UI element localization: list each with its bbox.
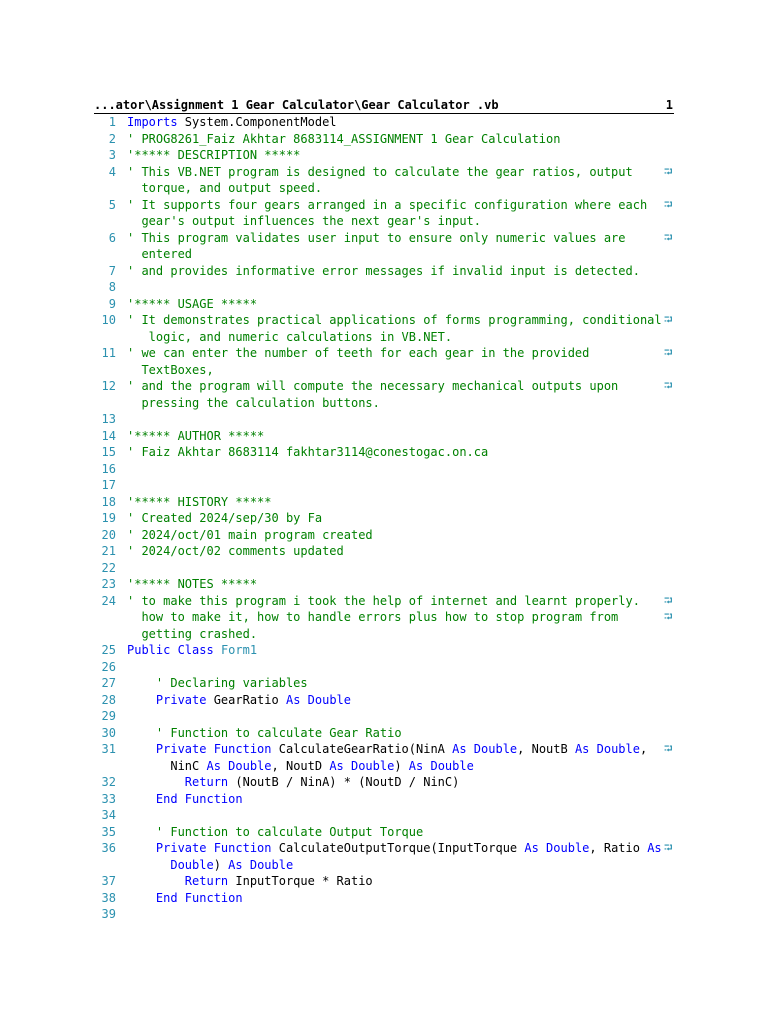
code-token: Return (184, 775, 229, 789)
code-token: Form1 (220, 643, 258, 657)
line-number: 5 (108, 197, 116, 212)
code-line (127, 576, 657, 593)
line-number: 14 (101, 428, 116, 443)
code-token: As Double (285, 692, 351, 707)
code-token: As (647, 841, 662, 855)
code-token: NinC (127, 758, 207, 773)
line-number: 28 (101, 692, 116, 707)
code-token: ' It demonstrates practical applications of forms programming, conditional (127, 313, 662, 327)
code-token: ) (394, 758, 409, 773)
code-line (127, 395, 657, 412)
code-line (127, 345, 657, 362)
code-token: System.ComponentModel (177, 115, 337, 129)
code-line (127, 873, 657, 890)
line-number: 2 (108, 131, 116, 146)
code-line (127, 840, 662, 857)
line-number: 31 (101, 742, 116, 756)
code-token: , (639, 742, 648, 756)
code-token: gear's output influences the next gear's input. (127, 214, 482, 228)
code-token: ' we can enter the number of teeth for each gear in the provided (127, 346, 590, 360)
line-number: 38 (101, 890, 116, 905)
code-token (127, 775, 185, 789)
code-token (127, 726, 156, 740)
page-number: 1 (665, 98, 673, 112)
line-number: 36 (101, 841, 116, 855)
code-token (127, 792, 156, 806)
line-number: 39 (101, 907, 116, 921)
code-token: (NoutB / NinA) * (NoutD / NinC) (228, 775, 460, 789)
code-token: CalculateGearRatio(NinA (271, 742, 453, 756)
line-wrap-icon: ⮒ (664, 346, 673, 359)
line-number: 35 (101, 824, 116, 839)
code-token: '***** DESCRIPTION ***** (127, 148, 301, 162)
code-line (127, 329, 657, 346)
code-line (127, 378, 657, 395)
code-token: As Double (452, 742, 518, 756)
code-token: Private Function (155, 742, 272, 756)
code-token: ' to make this program i took the help of internet and learnt properly. (127, 593, 640, 608)
code-token: As Double (408, 758, 474, 773)
code-line (127, 263, 657, 280)
code-line (127, 164, 657, 181)
code-line (127, 725, 657, 742)
code-line (127, 692, 657, 709)
code-token: As Double (574, 742, 640, 756)
code-token: , Ratio (589, 841, 648, 855)
code-token: logic, and numeric calculations in VB.NET. (127, 329, 453, 344)
code-line (127, 543, 657, 560)
code-token: entered (127, 247, 193, 261)
code-token: '***** NOTES ***** (127, 577, 258, 591)
line-number: 17 (101, 478, 116, 492)
code-token: '***** HISTORY ***** (127, 494, 272, 509)
line-number: 3 (108, 148, 116, 162)
line-number: 10 (101, 313, 116, 327)
code-line (127, 197, 657, 214)
line-number: 37 (101, 874, 116, 888)
line-number: 25 (101, 643, 116, 657)
code-token (214, 643, 221, 657)
code-token: Double (170, 857, 214, 872)
line-number: 12 (101, 379, 116, 393)
code-token: '***** USAGE ***** (127, 296, 258, 311)
line-number: 15 (101, 445, 116, 459)
code-token: how to make it, how to handle errors plus how to stop program from (127, 610, 619, 624)
line-wrap-icon: ⮒ (664, 164, 673, 178)
line-number: 32 (101, 775, 116, 789)
file-path: ...ator\Assignment 1 Gear Calculator\Gear Calculator .vb (94, 98, 499, 112)
code-token: End Function (155, 791, 243, 806)
code-token: ' Created 2024/sep/30 by Fa (127, 511, 323, 525)
code-line (127, 362, 657, 379)
code-token (127, 676, 156, 690)
code-line (127, 890, 657, 907)
code-token: As Double (524, 841, 590, 855)
code-token: ' This VB.NET program is designed to calculate the gear ratios, output (127, 164, 633, 179)
code-line (127, 147, 657, 164)
code-token: ' 2024/oct/02 comments updated (127, 544, 344, 558)
code-line (127, 791, 657, 808)
line-wrap-icon: ⮒ (664, 379, 673, 392)
line-number: 6 (108, 230, 116, 245)
code-token (127, 858, 170, 872)
line-number: 33 (101, 791, 116, 806)
code-token: Public Class (127, 643, 214, 657)
code-token: ' This program validates user input to ensure only numeric values are (127, 230, 626, 245)
code-line (127, 609, 657, 626)
code-token: Private (155, 692, 207, 707)
code-token: getting crashed. (127, 626, 258, 641)
line-wrap-icon: ⮒ (664, 742, 673, 755)
line-number: 26 (101, 659, 116, 674)
code-line (127, 758, 657, 775)
line-number: 7 (108, 263, 116, 278)
line-number: 20 (101, 527, 116, 542)
line-number: 23 (101, 577, 116, 591)
code-token (127, 693, 156, 707)
code-line (127, 741, 657, 758)
code-line (127, 675, 657, 692)
line-wrap-icon: ⮒ (664, 841, 673, 854)
line-number: 13 (101, 412, 116, 426)
line-wrap-icon: ⮒ (664, 593, 673, 607)
code-token (127, 742, 156, 756)
code-token: ' Faiz Akhtar 8683114 fakhtar3114@conestogac.on.ca (127, 445, 489, 459)
code-token: ' 2024/oct/01 main program created (127, 527, 373, 542)
line-number: 27 (101, 676, 116, 690)
code-line (127, 444, 657, 461)
code-token: ) (213, 857, 229, 872)
line-number: 18 (101, 494, 116, 509)
code-line (127, 510, 657, 527)
code-line (127, 527, 657, 544)
code-token: Imports (127, 115, 178, 129)
code-token: InputTorque * Ratio (228, 874, 373, 888)
code-token: ' and provides informative error messages if invalid input is detected. (127, 263, 640, 278)
code-token: Private Function (155, 841, 272, 855)
code-line (127, 774, 657, 791)
code-token: ' and the program will compute the necessary mechanical outputs upon (127, 379, 619, 393)
code-line (127, 131, 657, 148)
code-token: ' Function to calculate Output Torque (155, 824, 424, 839)
line-wrap-icon: ⮒ (664, 610, 673, 623)
line-wrap-icon: ⮒ (664, 230, 673, 244)
code-token: As Double (329, 758, 395, 773)
code-line (127, 246, 657, 263)
code-token: End Function (155, 890, 243, 905)
code-token (127, 825, 156, 839)
code-token: ' PROG8261_Faiz Akhtar 8683114_ASSIGNMENT 1 Gear Calculation (127, 131, 561, 146)
line-number: 9 (108, 296, 116, 311)
line-number: 4 (108, 164, 116, 179)
code-token: , NoutB (517, 742, 575, 756)
line-wrap-icon: ⮒ (664, 313, 673, 326)
code-token (127, 841, 156, 855)
code-token: As Double (206, 758, 272, 773)
code-token (127, 874, 185, 888)
code-line (127, 312, 662, 329)
line-number: 29 (101, 709, 116, 723)
code-token (127, 891, 156, 905)
code-line (127, 593, 657, 610)
code-token: ' Declaring variables (155, 676, 308, 690)
code-line (127, 428, 657, 445)
line-number: 22 (101, 560, 116, 575)
line-wrap-icon: ⮒ (664, 197, 673, 211)
code-token: Return (184, 874, 229, 888)
line-number: 11 (101, 346, 116, 360)
code-token: '***** AUTHOR ***** (127, 428, 265, 443)
line-number: 19 (101, 511, 116, 525)
code-line (127, 213, 657, 230)
code-line (127, 114, 657, 131)
line-number: 24 (101, 593, 116, 608)
line-number: 16 (101, 461, 116, 476)
code-line (127, 494, 657, 511)
code-token: ' It supports four gears arranged in a specific configuration where each (127, 197, 648, 212)
line-number: 21 (101, 544, 116, 558)
code-token: torque, and output speed. (127, 181, 323, 195)
code-token: pressing the calculation buttons. (127, 395, 380, 410)
code-token: , NoutD (271, 758, 330, 773)
line-number: 30 (101, 725, 116, 740)
code-line (127, 824, 657, 841)
code-token: CalculateOutputTorque(InputTorque (271, 841, 525, 855)
code-line (127, 230, 657, 247)
code-token: As Double (228, 857, 294, 872)
code-line (127, 626, 657, 643)
code-token: GearRatio (206, 692, 286, 707)
line-number: 34 (101, 808, 116, 822)
code-line (127, 857, 657, 874)
code-token: ' Function to calculate Gear Ratio (155, 725, 402, 740)
code-line (127, 296, 657, 313)
code-token: TextBoxes, (127, 362, 214, 377)
page-header (94, 97, 674, 114)
code-line (127, 642, 657, 659)
code-line (127, 180, 657, 197)
line-number: 8 (108, 280, 116, 294)
line-number: 1 (108, 115, 116, 129)
